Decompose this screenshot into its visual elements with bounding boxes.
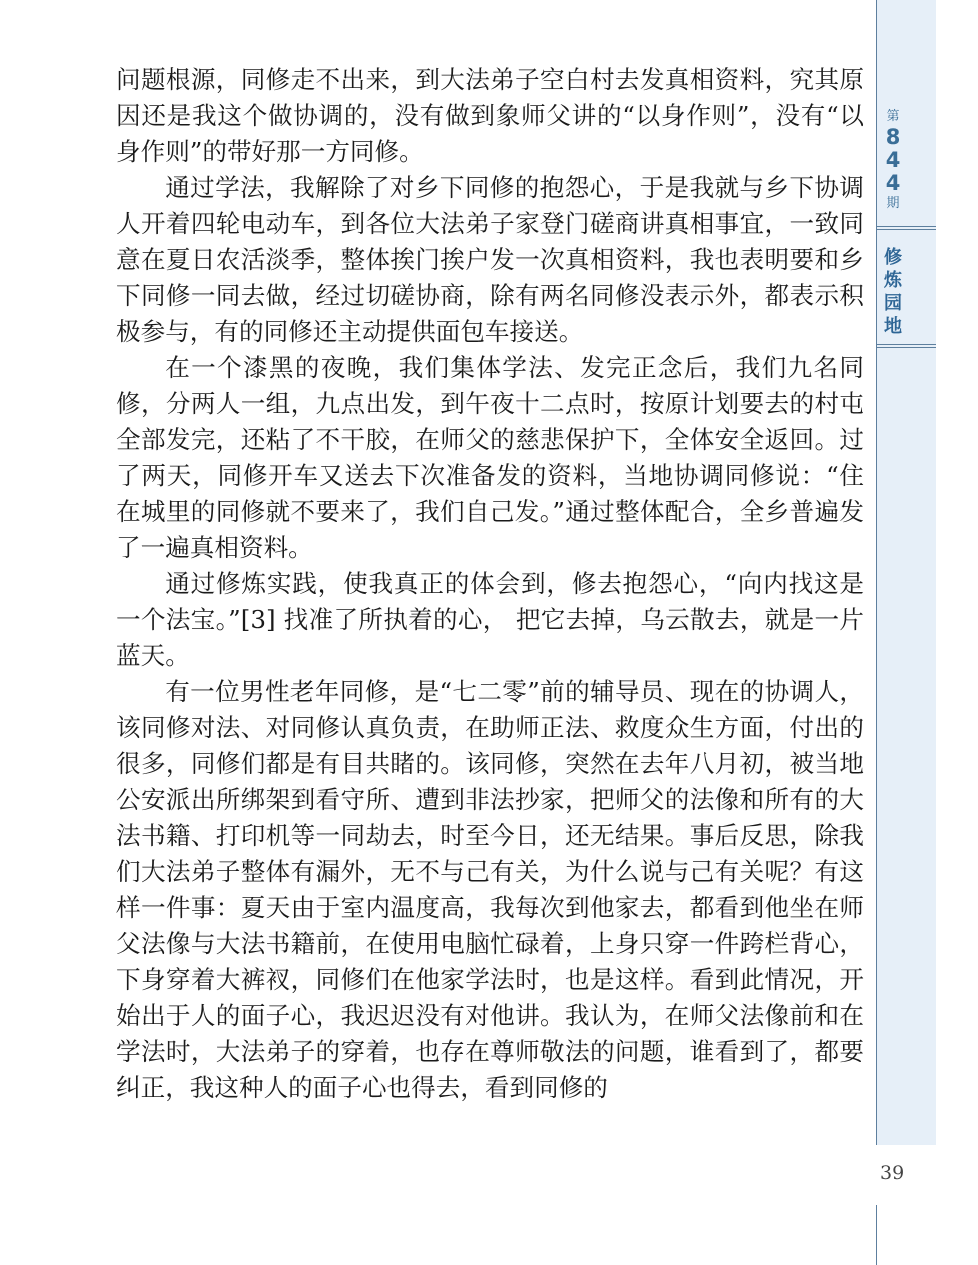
- section-char: 地: [884, 316, 902, 337]
- sidebar-divider: [877, 344, 936, 348]
- paragraph: 通过修炼实践，使我真正的体会到，修去抱怨心，“向内找这是一个法宝。”[3] 找准了所执着的心， 把它去掉，乌云散去，就是一片蓝天。: [116, 569, 864, 670]
- sidebar-rule-bottom: [876, 1205, 877, 1265]
- article-body: [116, 62, 864, 1106]
- paragraph: 通过学法，我解除了对乡下同修的抱怨心，于是我就与乡下协调人开着四轮电动车，到各位大法弟子家登门磋商讲真相事宜，一致同意在夏日农活淡季，整体挨门挨户发一次真相资料，我也表明要和乡下同修一同去做，经过切磋协商，除有两名同修没表示外，都表示积极参与，有的同修还主动提供面包车接送。: [116, 173, 864, 346]
- sidebar-divider: [877, 226, 936, 230]
- section-label: [876, 246, 910, 338]
- paragraph: 在一个漆黑的夜晚，我们集体学法、发完正念后，我们九名同修，分两人一组，九点出发，到午夜十二点时，按原计划要去的村屯全部发完，还粘了不干胶，在师父的慈悲保护下，全体安全返回。过了两天，同修开车又送去下次准备发的资料，当地协调同修说：“住在城里的同修就不要来了，我们自己发。”通过整体配合，全乡普遍发了一遍真相资料。: [116, 353, 864, 562]
- section-char: 园: [884, 293, 902, 314]
- issue-label: [876, 108, 910, 213]
- paragraph: 问题根源，同修走不出来，到大法弟子空白村去发真相资料，究其原因还是我这个做协调的，没有做到象师父讲的“以身作则”，没有“以身作则”的带好那一方同修。: [116, 65, 864, 166]
- section-char: 修: [884, 247, 902, 268]
- issue-digit: 8: [885, 125, 901, 149]
- page-number: 39: [880, 1162, 905, 1184]
- issue-prefix: 第: [886, 109, 900, 124]
- issue-digit: 4: [885, 148, 901, 172]
- section-char: 炼: [884, 270, 902, 291]
- issue-suffix: 期: [886, 196, 900, 211]
- paragraph: 有一位男性老年同修，是“七二零”前的辅导员、现在的协调人，该同修对法、对同修认真负责，在助师正法、救度众生方面，付出的很多，同修们都是有目共睹的。该同修，突然在去年八月初，被当地公安派出所绑架到看守所、遭到非法抄家，把师父的法像和所有的大法书籍、打印机等一同劫去，时至今日，还无结果。事后反思，除我们大法弟子整体有漏外，无不与己有关，为什么说与己有关呢？有这样一件事：夏天由于室内温度高，我每次到他家去，都看到他坐在师父法像与大法书籍前，在使用电脑忙碌着，上身只穿一件跨栏背心，下身穿着大裤衩，同修们在他家学法时，也是这样。看到此情况，开始出于人的面子心，我迟迟没有对他讲。我认为，在师父法像前和在学法时，大法弟子的穿着，也存在尊师敬法的问题，谁看到了，都要纠正，我这种人的面子心也得去，看到同修的: [116, 677, 864, 1102]
- issue-digit: 4: [885, 171, 901, 195]
